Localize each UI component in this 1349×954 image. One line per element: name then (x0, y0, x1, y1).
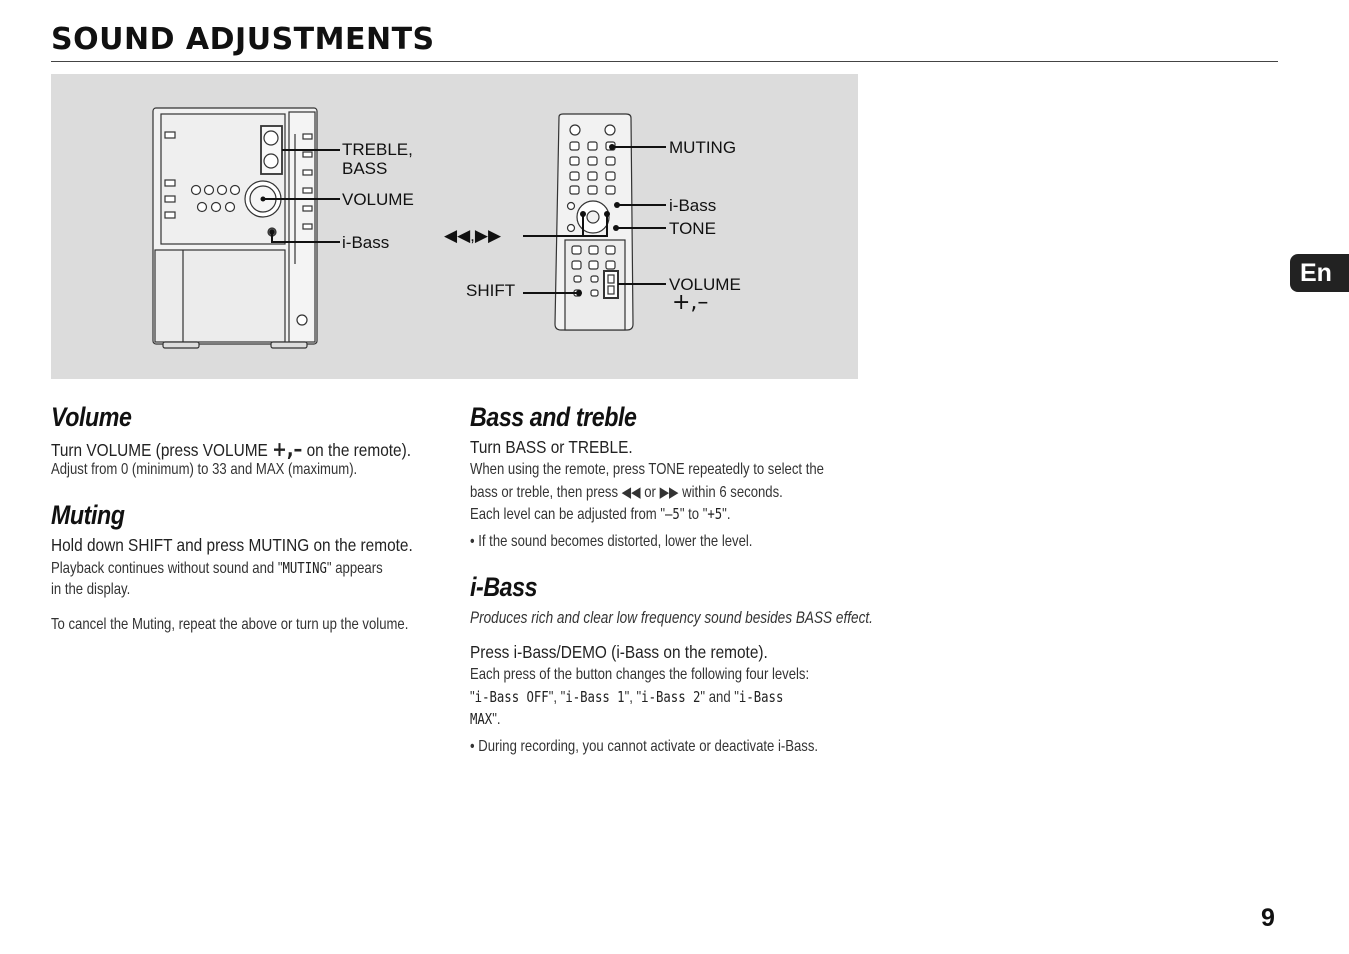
bass-treble-lead: Turn BASS or TREBLE. (470, 437, 633, 457)
label-shift: SHIFT (466, 281, 516, 300)
muting-body-line1: Playback continues without sound and "MUTING" appears (51, 559, 383, 577)
ibass-subtitle: Produces rich and clear low frequency sound besides BASS effect. (470, 608, 873, 627)
bass-treble-note: • If the sound becomes distorted, lower the level. (470, 533, 753, 550)
bass-treble-line1: When using the remote, press TONE repeatedly to select the (470, 461, 824, 478)
main-unit-drawing (153, 108, 317, 348)
muting-cancel: To cancel the Muting, repeat the above or turn up the volume. (51, 616, 409, 633)
ibass-lead: Press i-Bass/DEMO (i-Bass on the remote). (470, 642, 768, 662)
label-skip-buttons: ◀◀,▶▶ (444, 226, 502, 245)
volume-section (51, 402, 441, 433)
bass-treble-section (470, 402, 860, 433)
muting-section (51, 500, 441, 531)
bass-treble-line2: bass or treble, then press ◀◀ or ▶▶ within 6 seconds. (470, 483, 783, 501)
label-ibass-unit: i-Bass (342, 233, 390, 252)
ibass-line1: Each press of the button changes the following four levels: (470, 666, 810, 683)
controls-illustration (51, 74, 858, 379)
label-volume-unit: VOLUME (342, 190, 414, 209)
label-ibass-remote: i-Bass (669, 196, 717, 215)
ibass-line2: "i-Bass OFF", "i-Bass 1", "i-Bass 2" and "i-Bass (470, 688, 784, 706)
volume-heading: Volume (51, 402, 132, 432)
muting-lead: Hold down SHIFT and press MUTING on the remote. (51, 535, 413, 555)
muting-heading: Muting (51, 500, 125, 530)
label-volume-remote: VOLUME (669, 275, 741, 294)
bass-treble-heading: Bass and treble (470, 402, 637, 432)
title-divider (51, 61, 1278, 62)
page-title: SOUND ADJUSTMENTS (51, 22, 435, 57)
label-tone: TONE (669, 219, 716, 238)
ibass-section (470, 572, 860, 603)
fast-forward-icon: ▶▶ (659, 483, 679, 501)
label-treble-bass: TREBLE, BASS (342, 140, 413, 178)
rewind-icon: ◀◀ (621, 483, 641, 501)
page-number: 9 (1261, 904, 1275, 932)
volume-body: Adjust from 0 (minimum) to 33 and MAX (maximum). (51, 461, 358, 478)
ibass-note: • During recording, you cannot activate or deactivate i-Bass. (470, 738, 819, 755)
ibass-heading: i-Bass (470, 572, 538, 602)
muting-body-line2: in the display. (51, 581, 131, 598)
language-tab: En (1290, 254, 1349, 292)
label-muting: MUTING (669, 138, 737, 157)
label-volume-signs: +,– (672, 290, 709, 315)
bass-treble-line3: Each level can be adjusted from "–5" to "+5". (470, 505, 731, 523)
ibass-line3: MAX". (470, 710, 501, 728)
volume-lead: Turn VOLUME (press VOLUME +,– on the remote). (51, 437, 412, 461)
